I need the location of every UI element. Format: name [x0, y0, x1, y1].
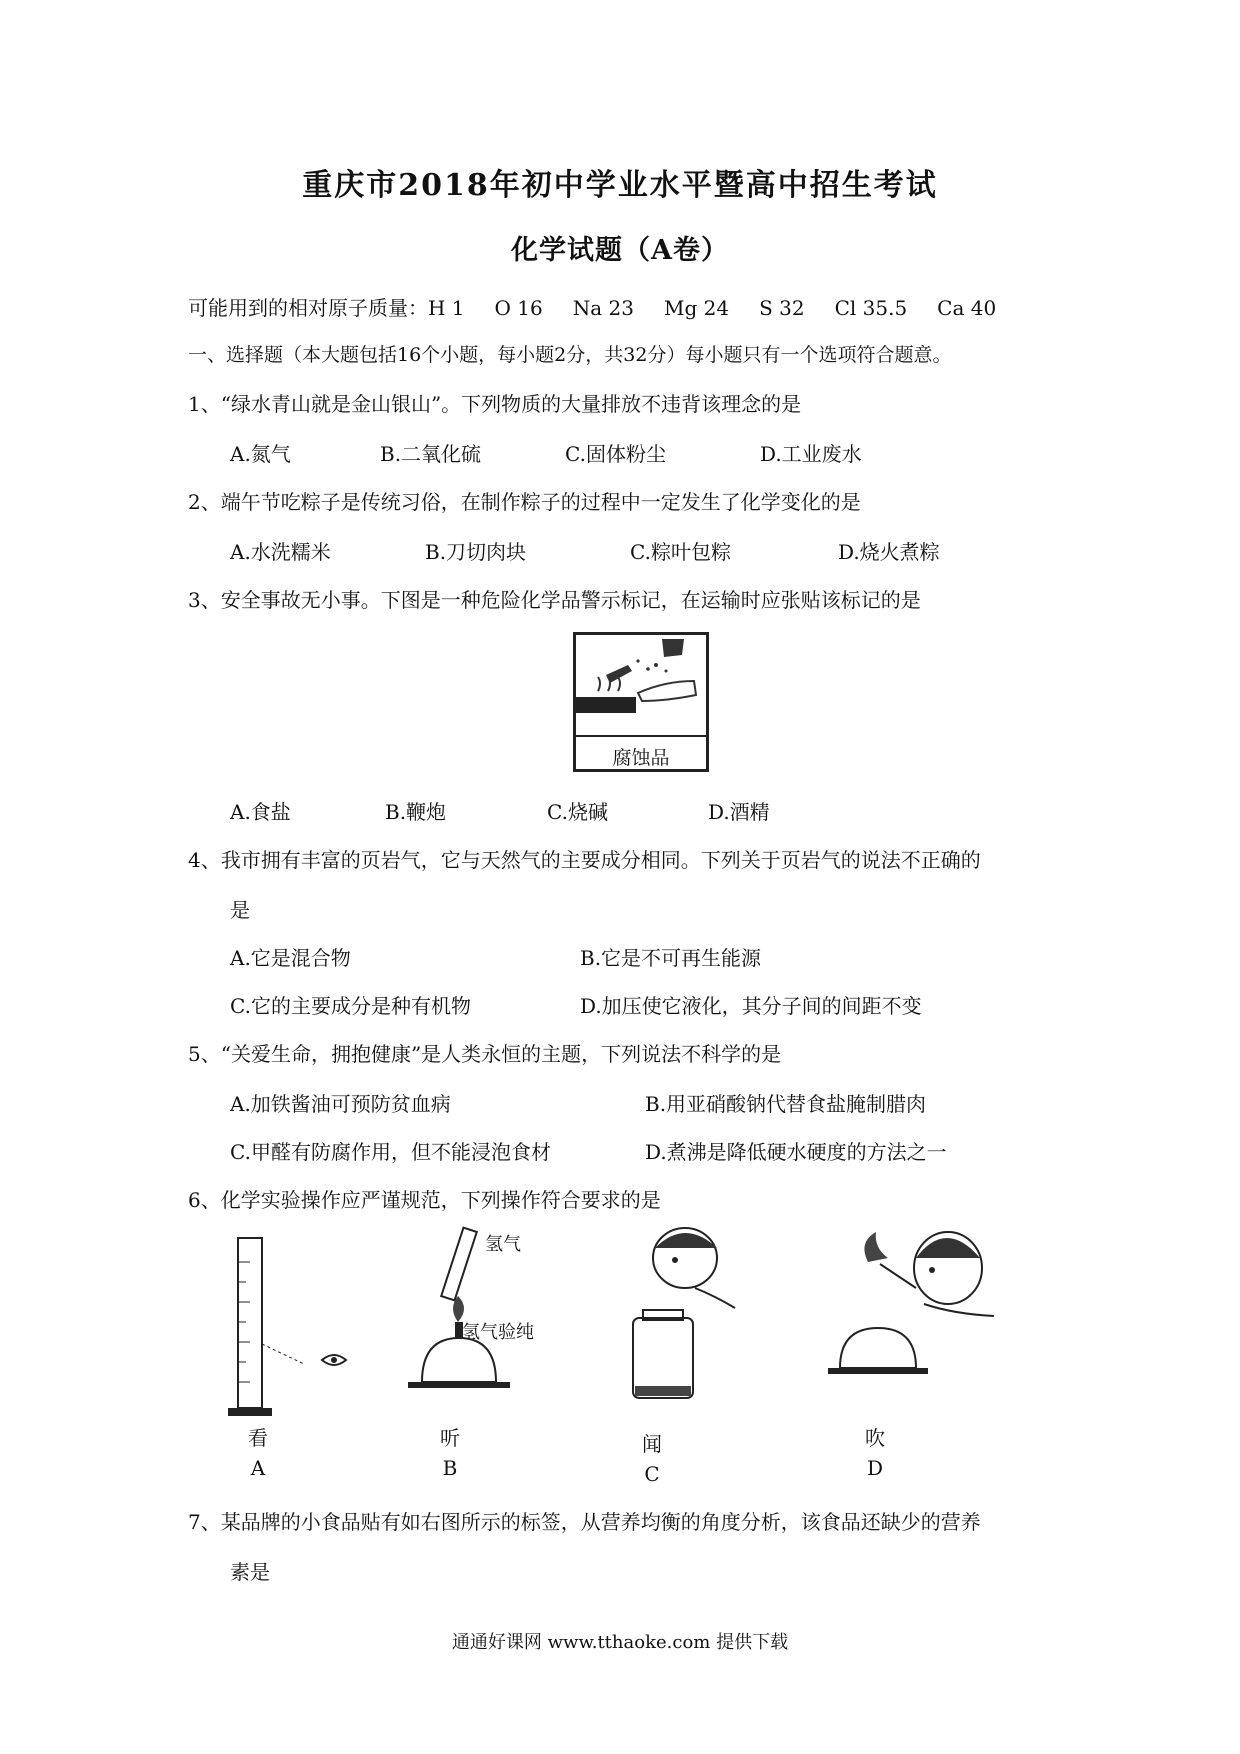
q4-option-c: C.它的主要成分是种有机物	[230, 994, 471, 1018]
download-footer: 通通好课网 www.tthaoke.com 提供下载	[451, 1632, 789, 1653]
q6-caption-a-verb: 看	[248, 1426, 268, 1450]
q5-option-c: C.甲醛有防腐作用，但不能浸泡食材	[230, 1140, 551, 1164]
exam-title: 重庆市2018年初中学业水平暨高中招生考试	[302, 168, 938, 203]
q2-option-c: C.粽叶包粽	[630, 540, 731, 564]
exam-subtitle: 化学试题（A卷）	[511, 235, 729, 266]
q3-option-c: C.烧碱	[547, 800, 608, 824]
q5-stem: 5、“关爱生命，拥抱健康”是人类永恒的主题，下列说法不科学的是	[188, 1042, 782, 1066]
q1-option-d: D.工业废水	[760, 442, 862, 466]
q3-option-b: B.鞭炮	[385, 800, 447, 824]
q4-stem-line1: 4、我市拥有丰富的页岩气，它与天然气的主要成分相同。下列关于页岩气的说法不正确的	[188, 848, 981, 872]
q6-caption-d-verb: 吹	[865, 1426, 885, 1450]
atomic-mass-s: S 32	[759, 296, 805, 320]
q2-option-b: B.刀切肉块	[425, 540, 527, 564]
q6-caption-a-letter: A	[250, 1456, 266, 1480]
q5-option-a: A.加铁酱油可预防贫血病	[230, 1092, 451, 1116]
q4-option-d: D.加压使它液化，其分子间的间距不变	[580, 994, 922, 1018]
q3-option-a: A.食盐	[230, 800, 291, 824]
hydrogen-label: 氢气	[485, 1234, 521, 1255]
corrosive-warning-sign	[573, 632, 709, 772]
section-heading: 一、选择题（本大题包括16个小题，每小题2分，共32分）每小题只有一个选项符合题意。	[188, 344, 952, 366]
q6-caption-d-letter: D	[866, 1456, 884, 1480]
measuring-cylinder-figure	[228, 1232, 308, 1422]
atomic-mass-na: Na 23	[572, 296, 634, 320]
q1-option-b: B.二氧化硫	[380, 442, 482, 466]
atomic-masses-label: 可能用到的相对原子质量：	[188, 296, 428, 320]
q6-caption-b-verb: 听	[440, 1426, 460, 1450]
q2-option-a: A.水洗糯米	[230, 540, 331, 564]
atomic-mass-h: H 1	[428, 296, 465, 320]
atomic-mass-o: O 16	[494, 296, 543, 320]
eye-icon	[320, 1350, 350, 1370]
q7-stem-line2: 素是	[230, 1560, 270, 1584]
q4-option-b: B.它是不可再生能源	[580, 946, 762, 970]
blowing-out-lamp-figure	[828, 1218, 998, 1418]
q1-option-c: C.固体粉尘	[565, 442, 666, 466]
q6-stem: 6、化学实验操作应严谨规范，下列操作符合要求的是	[188, 1188, 661, 1212]
atomic-mass-mg: Mg 24	[663, 296, 730, 320]
corrosive-pictogram-icon	[576, 635, 706, 733]
q6-caption-b-letter: B	[442, 1456, 458, 1480]
corrosive-sign-label: 腐蚀品	[576, 735, 706, 770]
q6-caption-c-letter: C	[644, 1462, 660, 1486]
q2-stem: 2、端午节吃粽子是传统习俗，在制作粽子的过程中一定发生了化学变化的是	[188, 490, 861, 514]
q1-stem: 1、“绿水青山就是金山银山”。下列物质的大量排放不违背该理念的是	[188, 392, 802, 416]
q3-option-d: D.酒精	[708, 800, 770, 824]
atomic-masses-line	[188, 292, 1026, 321]
q2-option-d: D.烧火煮粽	[838, 540, 940, 564]
atomic-mass-ca: Ca 40	[937, 296, 997, 320]
q3-stem: 3、安全事故无小事。下图是一种危险化学品警示标记，在运输时应张贴该标记的是	[188, 588, 921, 612]
q4-option-a: A.它是混合物	[230, 946, 351, 970]
hydrogen-test-label: 氢气验纯	[462, 1322, 534, 1343]
smelling-gas-jar-figure	[615, 1218, 745, 1418]
q4-stem-line2: 是	[230, 898, 250, 922]
q7-stem-line1: 7、某品牌的小食品贴有如右图所示的标签，从营养均衡的角度分析，该食品还缺少的营养	[188, 1510, 981, 1534]
atomic-mass-cl: Cl 35.5	[834, 296, 908, 320]
q6-caption-c-verb: 闻	[642, 1432, 662, 1456]
q1-option-a: A.氮气	[230, 442, 291, 466]
q5-option-b: B.用亚硝酸钠代替食盐腌制腊肉	[645, 1092, 927, 1116]
q5-option-d: D.煮沸是降低硬水硬度的方法之一	[645, 1140, 947, 1164]
